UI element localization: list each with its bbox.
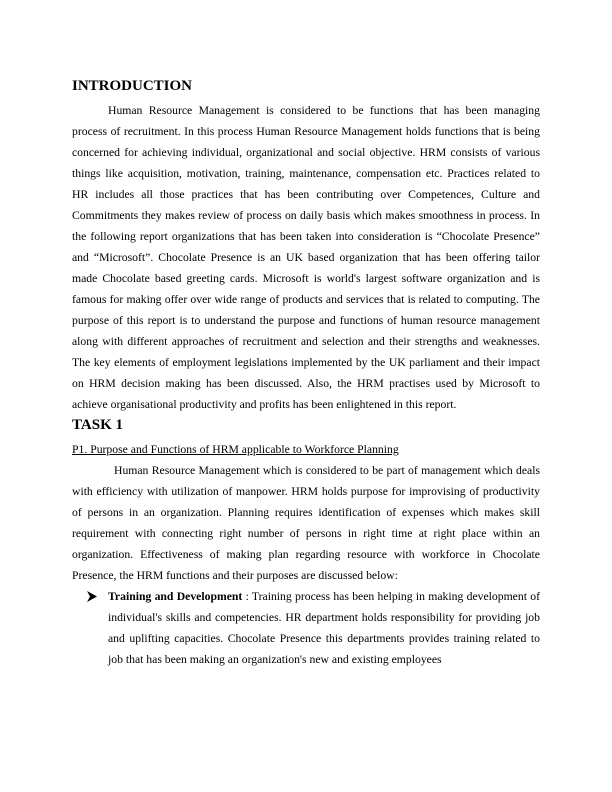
bullet-text	[108, 586, 540, 670]
task1-subheading: P1. Purpose and Functions of HRM applicable to Workforce Planning	[72, 443, 399, 456]
document-page	[72, 76, 540, 670]
bullet-title: Training and Development	[108, 590, 243, 603]
introduction-heading: INTRODUCTION	[72, 78, 193, 94]
list-item	[72, 586, 540, 670]
task1-paragraph: Human Resource Management which is considered to be part of management which deals with efficiency with utilization of manpower. HRM holds purpose for improvising of productivity of persons in an organization. Planning requires identification of expenses which makes skill requirement with connecting right number of persons in right time at right place within an organization. Effectiveness of making plan regarding resource with workforce in Chocolate Presence, the HRM functions and their purposes are discussed below:	[72, 464, 540, 582]
task1-heading: TASK 1	[72, 417, 123, 433]
bullet-body: Training process has been helping in making development of individual's skills and competencies. HR department holds responsibility for providing job and uplifting capacities. Chocolate Presence this departments provides training related to job that has been making an organization's new and existing employees	[108, 590, 540, 666]
introduction-paragraph: Human Resource Management is considered to be functions that has been managing process of recruitment. In this process Human Resource Management holds functions that is being concerned for achieving individual, organizational and social objective. HRM consists of various things like acquisition, motivation, training, maintenance, compensation etc. Practices related to HR includes all those practices that has been contributing over Competences, Culture and Commitments they makes review of process on daily basis which makes smoothness in process. In the following report organizations that has been taken into consideration is “Chocolate Presence” and “Microsoft”. Chocolate Presence is an UK based organization that has been offering tailor made Chocolate based greeting cards. Microsoft is world's largest software organization and is famous for making offer over wide range of products and services that is related to computing. The purpose of this report is to understand the purpose and functions of human resource management along with different approaches of recruitment and selection and their strengths and weaknesses. The key elements of employment legislations implemented by the UK parliament and their impact on HRM decision making has been discussed. Also, the HRM practises used by Microsoft to achieve organisational productivity and profits has been enlightened in this report.	[72, 104, 540, 411]
arrowhead-bullet-icon	[86, 591, 98, 602]
bullet-separator: :	[242, 590, 252, 603]
